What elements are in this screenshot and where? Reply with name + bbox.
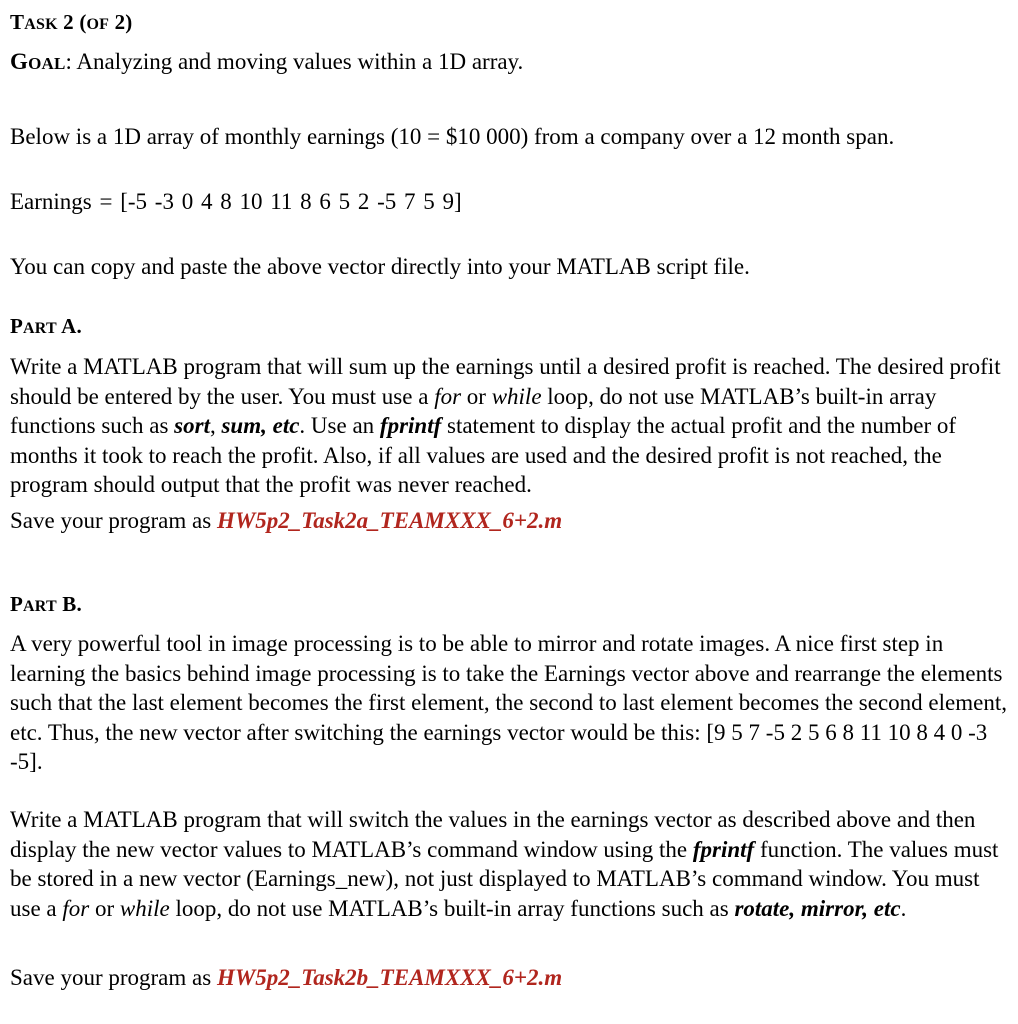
- part-b-or: or: [89, 895, 120, 921]
- part-a-for-keyword: for: [434, 383, 462, 409]
- part-a-heading-letter: A.: [56, 314, 82, 338]
- part-b-heading-letter: B.: [56, 592, 82, 616]
- part-a-or: or: [461, 383, 492, 409]
- part-a-text-2: loop, do not use MATLAB’s built-in array functions such as: [10, 383, 937, 438]
- goal-text: : Analyzing and moving values within a 1D array.: [65, 49, 524, 74]
- part-b-heading-initial: P: [10, 592, 24, 616]
- part-a-sum-keyword: sum: [221, 413, 262, 438]
- part-b-for-keyword: for: [62, 895, 90, 921]
- task-title-number: 2 (: [57, 10, 87, 34]
- part-a-sort-keyword: sort: [174, 413, 210, 438]
- intro-text: Below is a 1D array of monthly earnings (10 = $10 000) from a company over a 12 month span.: [10, 124, 895, 149]
- part-b-text-2: function. The values must be stored in a new vector (Earnings_new), not just displayed to MATLAB’s command window. You must use a: [10, 836, 999, 921]
- part-a-save-prefix: Save your program as: [10, 508, 217, 533]
- part-a-fprintf-keyword: fprintf: [379, 413, 442, 438]
- part-b-comma-1: ,: [789, 895, 801, 921]
- part-b-text-3: loop, do not use MATLAB’s built-in array functions such as: [169, 895, 735, 921]
- part-a-text-3: . Use an: [299, 413, 380, 438]
- part-b-fprintf-keyword: fprintf: [692, 836, 755, 862]
- task-title-end: 2): [109, 10, 133, 34]
- task-title-rest: ASK: [24, 16, 58, 33]
- task-title-of: OF: [86, 16, 110, 33]
- part-a-heading-initial: P: [10, 314, 24, 338]
- part-a-save-line: [10, 508, 562, 534]
- part-b-save-prefix: Save your program as: [10, 965, 217, 990]
- part-a-etc-keyword: etc: [272, 413, 300, 438]
- part-b-etc-keyword: etc: [873, 895, 901, 921]
- part-a-heading: [10, 314, 82, 339]
- part-b-rotate-keyword: rotate: [734, 895, 790, 921]
- goal-label-rest: OAL: [28, 54, 66, 73]
- part-a-paragraph: [10, 352, 1010, 500]
- part-b-text-1: Write a MATLAB program that will switch the values in the earnings vector as described above and then display the new vector values to MATLAB’s command window using the: [10, 807, 976, 862]
- part-b-filename: HW5p2_Task2b_TEAMXXX_6+2.m: [216, 965, 563, 990]
- goal-label-initial: G: [10, 49, 29, 74]
- part-b-paragraph-1: A very powerful tool in image processing is to be able to mirror and rotate images. A nice first step in learning the basics behind image processing is to take the Earnings vector above and rearrange the elements such that the last element becomes the first element, the second to last element becomes the second element, etc. Thus, the new vector after switching the earnings vector would be this: [9 5 7 -5 2 5 6 8 11 10 8 4 0 -3 -5].: [10, 631, 1007, 774]
- part-b-heading-rest: ART: [23, 598, 57, 615]
- part-b-heading: [10, 592, 82, 617]
- part-b-save-line: [10, 965, 562, 991]
- part-b-mirror-keyword: mirror: [800, 895, 863, 921]
- part-a-heading-rest: ART: [23, 320, 57, 337]
- goal-label: [10, 49, 66, 74]
- task-title: [10, 10, 132, 35]
- earnings-vector: Earnings = [-5 -3 0 4 8 10 11 8 6 5 2 -5 7 5 9]: [10, 189, 462, 214]
- part-a-text-1: Write a MATLAB program that will sum up the earnings until a desired profit is reached. The desired profit should be entered by the user. You must use a: [10, 354, 1001, 409]
- part-b-paragraph-2: [10, 805, 1010, 923]
- part-a-while-keyword: while: [491, 383, 542, 409]
- part-a-comma-2: ,: [261, 413, 273, 438]
- part-b-while-keyword: while: [119, 895, 170, 921]
- copy-note: You can copy and paste the above vector directly into your MATLAB script file.: [10, 254, 750, 279]
- part-a-filename: HW5p2_Task2a_TEAMXXX_6+2.m: [216, 508, 563, 533]
- part-b-text-4: .: [900, 895, 907, 921]
- part-a-text-4: statement to display the actual profit and the number of months it took to reach the profit. Also, if all values are used and the desired profit is not reached, the program should output that the profit was never reached.: [10, 413, 957, 497]
- part-a-comma-1: ,: [209, 413, 222, 438]
- part-b-comma-2: ,: [862, 895, 874, 921]
- task-title-initial: T: [10, 10, 25, 34]
- goal-line: [10, 49, 523, 75]
